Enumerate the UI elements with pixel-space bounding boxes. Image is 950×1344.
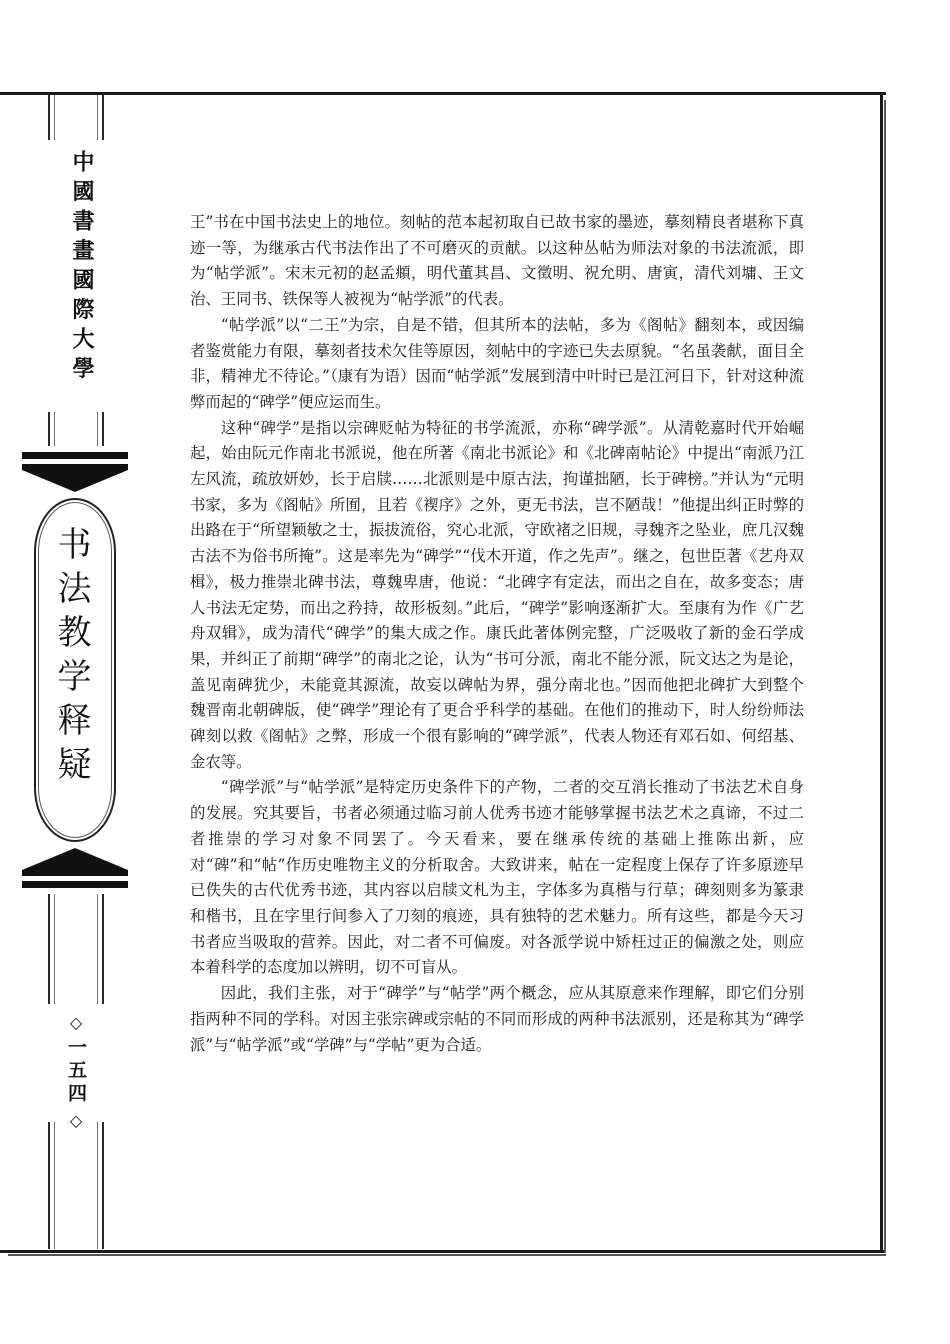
body-text	[190, 210, 804, 1058]
series-title: 中國書畫國際大學	[69, 150, 95, 386]
book-title-cartouche	[22, 452, 128, 888]
book-title: 书法教学释疑	[51, 526, 91, 790]
paragraph: 王”书在中国书法史上的地位。刻帖的范本起初取自已故书家的墨迹，摹刻精良者堪称下真迹一等，为继承古代书法作出了不可磨灭的贡献。以这种丛帖为师法对象的书法流派，即为“帖学派”。宋末元初的赵孟頫，明代董其昌、文徵明、祝允明、唐寅，清代刘墉、王文治、王同书、铁保等人被视为“帖学派”的代表。	[190, 213, 804, 309]
cartouche-bottom-bar	[22, 881, 128, 888]
paragraph: “帖学派”以“二王”为宗，自是不错，但其所本的法帖，多为《阁帖》翻刻本，或因编者鉴赏能力有限，摹刻者技术欠佳等原因，刻帖中的字迹已失去原貌。“名虽袭献，面目全非，精神尤不待论。”（康有为语）因而“帖学派”发展到清中叶时已是江河日下，针对这种流弊而起的“碑学”便应运而生。	[190, 315, 804, 411]
paragraph: 这种“碑学”是指以宗碑贬帖为特征的书学流派，亦称“碑学派”。从清乾嘉时代开始崛起，始由阮元作南北书派说，他在所著《南北书派论》和《北碑南帖论》中提出“南派乃江左风流，疏放妍妙，长于启牍……北派则是中原古法，拘谨拙陋，长于碑榜。”并认为“元明书家，多为《阁帖》所囿，且若《褉序》之外，更无书法，岂不陋哉！”他提出纠正时弊的出路在于“所望颖敏之士，振拔流俗，究心北派，守欧褚之旧规，寻魏齐之坠业，庶几汉魏古法不为俗书所掩”。这是率先为“碑学”“伐木开道，作之先声”。继之，包世臣著《艺舟双楫》，极力推崇北碑书法，尊魏卑唐，他说：“北碑字有定法，而出之自在，故多变态；唐人书法无定势，而出之矜持，故形板刻。”此后，“碑学”影响逐渐扩大。至康有为作《广艺舟双辑》，成为清代“碑学”的集大成之作。康氏此著体例完整，广泛吸收了新的金石学成果，并纠正了前期“碑学”的南北之论，认为“书可分派，南北不能分派，阮文达之为是论，盖见南碑犹少，未能竟其源流，故妄以碑帖为界，强分南北也。”因而他把北碑扩大到整个魏晋南北朝碑版，使“碑学”理论有了更合乎科学的基础。在他们的推动下，时人纷纷师法碑刻以救《阁帖》之弊，形成一个很有影响的“碑学派”，代表人物还有邓石如、何绍基、金农等。	[190, 418, 804, 771]
cartouche-top-ornament	[22, 464, 128, 492]
frame-bottom-border	[0, 1250, 886, 1253]
frame-shadow	[8, 1254, 886, 1256]
diamond-icon: ◇	[69, 1013, 83, 1032]
diamond-icon: ◇	[69, 1111, 83, 1130]
cartouche-top-bar	[22, 452, 128, 459]
frame-top-border	[0, 92, 886, 95]
paragraph: “碑学派”与“帖学派”是特定历史条件下的产物，二者的交互消长推动了书法艺术自身的发展。究其要旨，书者必须通过临习前人优秀书迹才能够掌握书法艺术之真谛，不过二者推崇的学习对象不同罢了。今天看来，要在继承传统的基础上推陈出新，应对“碑”和“帖”作历史唯物主义的分析取舍。大致讲来，帖在一定程度上保存了许多原迹早已佚失的古代优秀书迹，其内容以启牍文札为主，字体多为真楷与行草；碑刻则多为篆隶和楷书，且在字里行间参入了刀刻的痕迹，具有独特的艺术魅力。所有这些，都是今天习书者应当吸取的营养。因此，对二者不可偏废。对各派学说中矫枉过正的偏激之处，则应本着科学的态度加以辨明，切不可盲从。	[190, 778, 804, 977]
paragraph: 因此，我们主张，对于“碑学”与“帖学”两个概念，应从其原意来作理解，即它们分别指两种不同的学科。对因主张宗碑或宗帖的不同而形成的两种书法派别，还是称其为“碑学派”与“帖学派”或“学碑”与“学帖”更为合适。	[190, 984, 804, 1054]
cartouche-bottom-ornament	[22, 848, 128, 876]
frame-shadow	[884, 100, 886, 1253]
page-number	[58, 1010, 94, 1133]
page-number-digits: 一五四	[65, 1037, 87, 1106]
frame-right-border	[880, 92, 883, 1253]
